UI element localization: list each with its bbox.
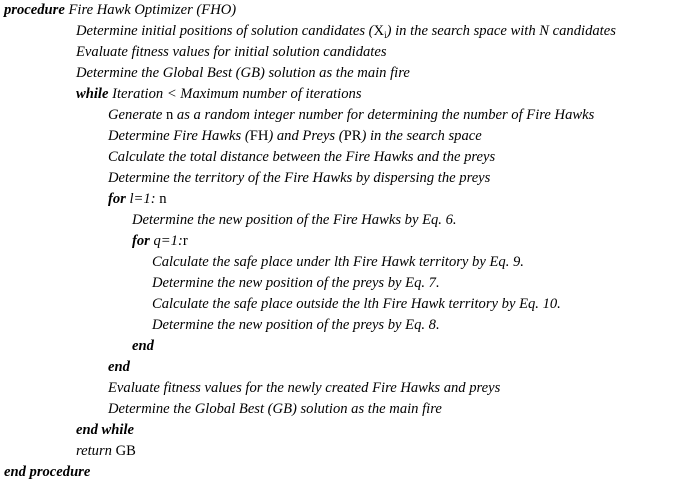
loop-range: l=1: — [129, 191, 156, 207]
keyword-end: end — [132, 338, 154, 354]
end-line — [108, 357, 130, 378]
symbol: n — [165, 107, 174, 123]
keyword-return: return — [76, 443, 112, 459]
line-text: Determine the territory of the Fire Hawks by dispersing the preys — [108, 170, 491, 186]
algorithm-line — [108, 105, 594, 126]
for-line — [132, 231, 188, 252]
line-text: Determine initial positions of solution candidates ( — [76, 23, 374, 39]
line-text: Generate — [108, 107, 166, 123]
procedure-line — [4, 0, 236, 21]
line-text: Determine the Global Best (GB) solution as the main fire — [108, 401, 442, 417]
keyword-end-while: end while — [76, 422, 134, 438]
algorithm-line — [108, 168, 490, 189]
algorithm-line — [152, 273, 440, 294]
while-line — [76, 84, 362, 105]
algorithm-line — [152, 252, 524, 273]
line-text: Determine the new position of the preys by Eq. 8. — [152, 317, 440, 333]
line-text: as a random integer number for determining the number of Fire Hawks — [173, 107, 595, 123]
while-condition: Iteration < Maximum number of iterations — [112, 86, 362, 102]
line-text: Evaluate fitness values for the newly created Fire Hawks and preys — [108, 380, 501, 396]
keyword-end: end — [108, 359, 130, 375]
line-text: Determine the new position of the preys by Eq. 7. — [152, 275, 440, 291]
algorithm-line — [132, 210, 457, 231]
algorithm-line — [108, 399, 442, 420]
symbol: FH — [249, 128, 269, 144]
algorithm-line — [152, 294, 561, 315]
line-text: Determine the Global Best (GB) solution as the main fire — [76, 65, 410, 81]
line-text: Determine Fire Hawks ( — [108, 128, 250, 144]
line-text: Determine the new position of the Fire Hawks by Eq. 6. — [132, 212, 457, 228]
keyword-for: for — [108, 191, 126, 207]
end-line — [132, 336, 154, 357]
keyword-end-procedure: end procedure — [4, 464, 91, 480]
symbol: X — [373, 23, 385, 39]
end-while-line — [76, 420, 134, 441]
line-text: Calculate the total distance between the Fire Hawks and the preys — [108, 149, 496, 165]
algorithm-line — [76, 42, 387, 63]
line-text: Evaluate fitness values for initial solution candidates — [76, 44, 387, 60]
end-procedure-line — [4, 462, 90, 483]
line-text: ) in the search space — [361, 128, 482, 144]
return-line — [76, 441, 136, 462]
line-text: ) in the search space with N candidates — [386, 23, 616, 39]
line-text: Calculate the safe place outside the lth Fire Hawk territory by Eq. 10. — [152, 296, 561, 312]
symbol: PR — [343, 128, 362, 144]
symbol: n — [159, 191, 167, 207]
keyword-procedure: procedure — [4, 2, 65, 18]
algorithm-line — [76, 21, 616, 42]
algorithm-line — [76, 63, 410, 84]
algorithm-line — [152, 315, 440, 336]
line-text: Calculate the safe place under lth Fire Hawk territory by Eq. 9. — [152, 254, 524, 270]
loop-range: q=1: — [153, 233, 183, 249]
algorithm-line — [108, 126, 482, 147]
algorithm-line — [108, 147, 495, 168]
for-line — [108, 189, 167, 210]
keyword-for: for — [132, 233, 150, 249]
procedure-title: Fire Hawk Optimizer (FHO) — [68, 2, 237, 18]
algorithm-line — [108, 378, 500, 399]
symbol: r — [182, 233, 188, 249]
keyword-while: while — [76, 86, 109, 102]
subscript: i — [384, 30, 387, 40]
line-text: ) and Preys ( — [268, 128, 344, 144]
symbol: GB — [115, 443, 136, 459]
